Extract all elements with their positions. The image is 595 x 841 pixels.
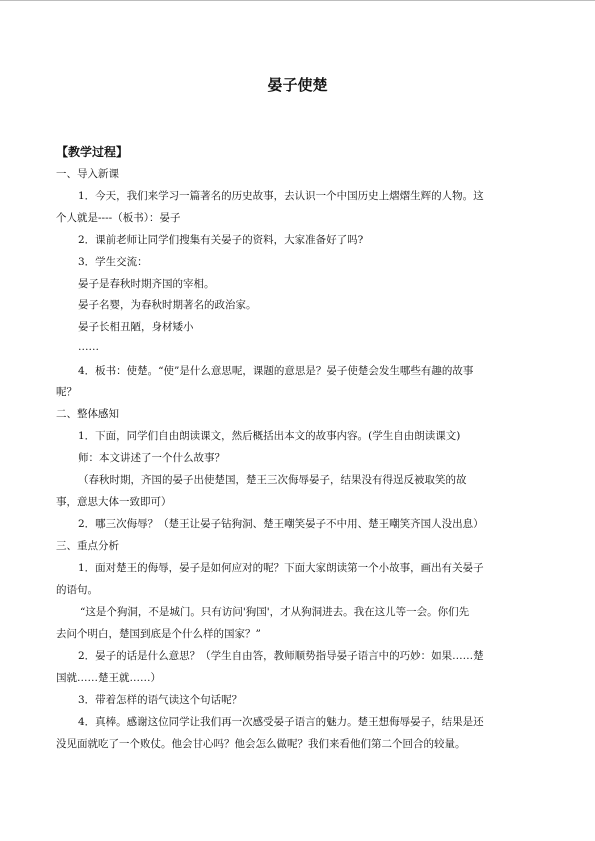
paragraph-line: （春秋时期，齐国的晏子出使楚国，楚王三次侮辱晏子，结果没有得逞反被取笑的故 bbox=[78, 474, 467, 486]
paragraph-line: 3．带着怎样的语气读这个句话呢？ bbox=[78, 694, 243, 706]
paragraph-line: 没见面就吃了一个败仗。他会甘心吗？他会怎么做呢？我们来看他们第二个回合的较量。 bbox=[56, 738, 466, 750]
paragraph-line: 个人就是----（板书）：晏子 bbox=[56, 212, 181, 224]
quote-line: “这是个狗洞，不是城门。只有访问'狗国'，才从狗洞进去。我在这儿等一会。你们先 bbox=[80, 606, 470, 618]
section-heading-introduction: 一、导入新课 bbox=[56, 168, 119, 180]
paragraph-line: 2．哪三次侮辱？（楚王让晏子钻狗洞、楚王嘲笑晏子不中用、楚王嘲笑齐国人没出息） bbox=[78, 518, 484, 530]
document-title: 晏子使楚 bbox=[267, 76, 328, 94]
paragraph-line: 2．课前老师让同学们搜集有关晏子的资料，大家准备好了吗? bbox=[78, 234, 364, 246]
section-heading-overall-perception: 二、整体感知 bbox=[56, 408, 119, 420]
paragraph-line: 晏子名婴，为春秋时期著名的政治家。 bbox=[78, 299, 257, 311]
paragraph-line: 晏子是春秋时期齐国的宰相。 bbox=[78, 278, 215, 290]
paragraph-line: 师：本文讲述了一个什么故事？ bbox=[78, 452, 225, 464]
paragraph-line: 晏子长相丑陋，身材矮小 bbox=[78, 321, 194, 333]
ellipsis-line: …… bbox=[78, 341, 99, 353]
paragraph-line: 3．学生交流： bbox=[78, 256, 148, 268]
paragraph-line: 国就……楚王就……） bbox=[56, 672, 161, 684]
paragraph-line: 2．晏子的话是什么意思？（学生自由答，教师顺势指导晏子语言中的巧妙：如果……楚 bbox=[78, 650, 484, 662]
paragraph-line: 事，意思大体一致即可） bbox=[56, 496, 172, 508]
section-heading-key-analysis: 三、重点分析 bbox=[56, 540, 119, 552]
section-heading-teaching-process: 【教学过程】 bbox=[56, 145, 129, 159]
paragraph-line: 呢？ bbox=[56, 386, 77, 398]
quote-line: 去问个明白，楚国到底是个什么样的国家？” bbox=[56, 628, 261, 640]
paragraph-line: 1．今天，我们来学习一篇著名的历史故事，去认识一个中国历史上熠熠生辉的人物。这 bbox=[78, 190, 484, 202]
paragraph-line: 4．真棒。感谢这位同学让我们再一次感受晏子语言的魅力。楚王想侮辱晏子，结果是还 bbox=[78, 716, 484, 728]
paragraph-line: 1．面对楚王的侮辱，晏子是如何应对的呢？下面大家朗读第一个小故事，画出有关晏子 bbox=[78, 562, 484, 574]
paragraph-line: 4．板书：使楚。“使”是什么意思呢，课题的意思是？晏子使楚会发生哪些有趣的故事 bbox=[78, 365, 474, 377]
paragraph-line: 1．下面，同学们自由朗读课文，然后概括出本文的故事内容。(学生自由朗读课文) bbox=[78, 430, 461, 442]
paragraph-line: 的语句。 bbox=[56, 584, 98, 596]
